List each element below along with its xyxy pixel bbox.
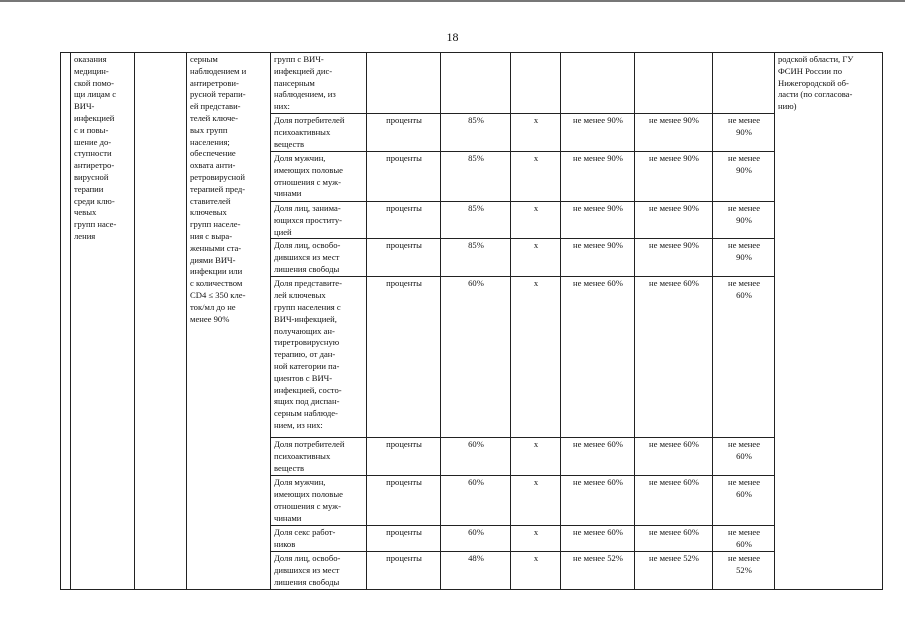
table-row: Доля лиц, освобо- дившихся из мест лишения свободы проценты 48% х не менее 52% не менее 52% не менее 52%: [61, 551, 883, 589]
cell-indicator-group-2: Доля представите- лей ключевых групп населения с ВИЧ-инфекцией, получающих ан- тиретровирусную терапию, от дан- ной категории па- циентов с ВИЧ- инфекцией, состо- ящих под диспан- серным наблюде- нием, из них:: [271, 277, 367, 438]
cell-number: [61, 53, 71, 590]
cell-goal-description: серным наблюдением и антиретрови- русной терапи- ей представи- телей ключе- вых групп населения; обеспечение охвата анти- ретровирусной терапией пред- ставителей ключевых групп населе- ния с выра- женными ста- диями ВИЧ- инфекции или с количеством CD4 ≤ 350 кле- ток/мл до не менее 90%: [187, 53, 271, 590]
table-row: Доля лиц, освобо- дившихся из мест лишения свободы проценты 85% х не менее 90% не менее 90% не менее 90%: [61, 239, 883, 277]
cell-blank: [135, 53, 187, 590]
cell-responsible-executors: родской области, ГУ ФСИН России по Нижегородской об- ласти (по согласова- нию): [775, 53, 883, 590]
page-number: 18: [446, 30, 459, 44]
page-top-edge: [0, 0, 905, 2]
table-row: Доля представите- лей ключевых групп населения с ВИЧ-инфекцией, получающих ан- тиретровирусную терапию, от дан- ной категории па- циентов с ВИЧ- инфекцией, состо- ящих под диспан- серным наблюде- нием, из них: проценты 60% х не менее 60% не менее 60% не менее 60%: [61, 277, 883, 438]
table-row: Доля мужчин, имеющих половые отношения с муж- чинами проценты 60% х не менее 60% не менее 60% не менее 60%: [61, 476, 883, 526]
table-row: Доля потребителей психоактивных веществ проценты 85% х не менее 90% не менее 90% не менее 90%: [61, 114, 883, 152]
table-row: Доля мужчин, имеющих половые отношения с муж- чинами проценты 85% х не менее 90% не менее 90% не менее 90%: [61, 152, 883, 202]
cell-task-description: оказания медицин- ской помо- щи лицам с ВИЧ- инфекцией с и повы- шение до- ступности антиретро- вирусной терапии среди клю- чевых групп насе- ления: [71, 53, 135, 590]
table-row: Доля лиц, занима- ющихся проститу- цией проценты 85% х не менее 90% не менее 90% не менее 90%: [61, 202, 883, 239]
cell-indicator-group-1: групп с ВИЧ- инфекцией дис- пансерным наблюдением, из них:: [271, 53, 367, 114]
table-row: Доля секс работ- ников проценты 60% х не менее 60% не менее 60% не менее 60%: [61, 526, 883, 552]
indicators-table: [60, 52, 883, 590]
table-row: Доля потребителей психоактивных веществ проценты 60% х не менее 60% не менее 60% не менее 60%: [61, 438, 883, 476]
